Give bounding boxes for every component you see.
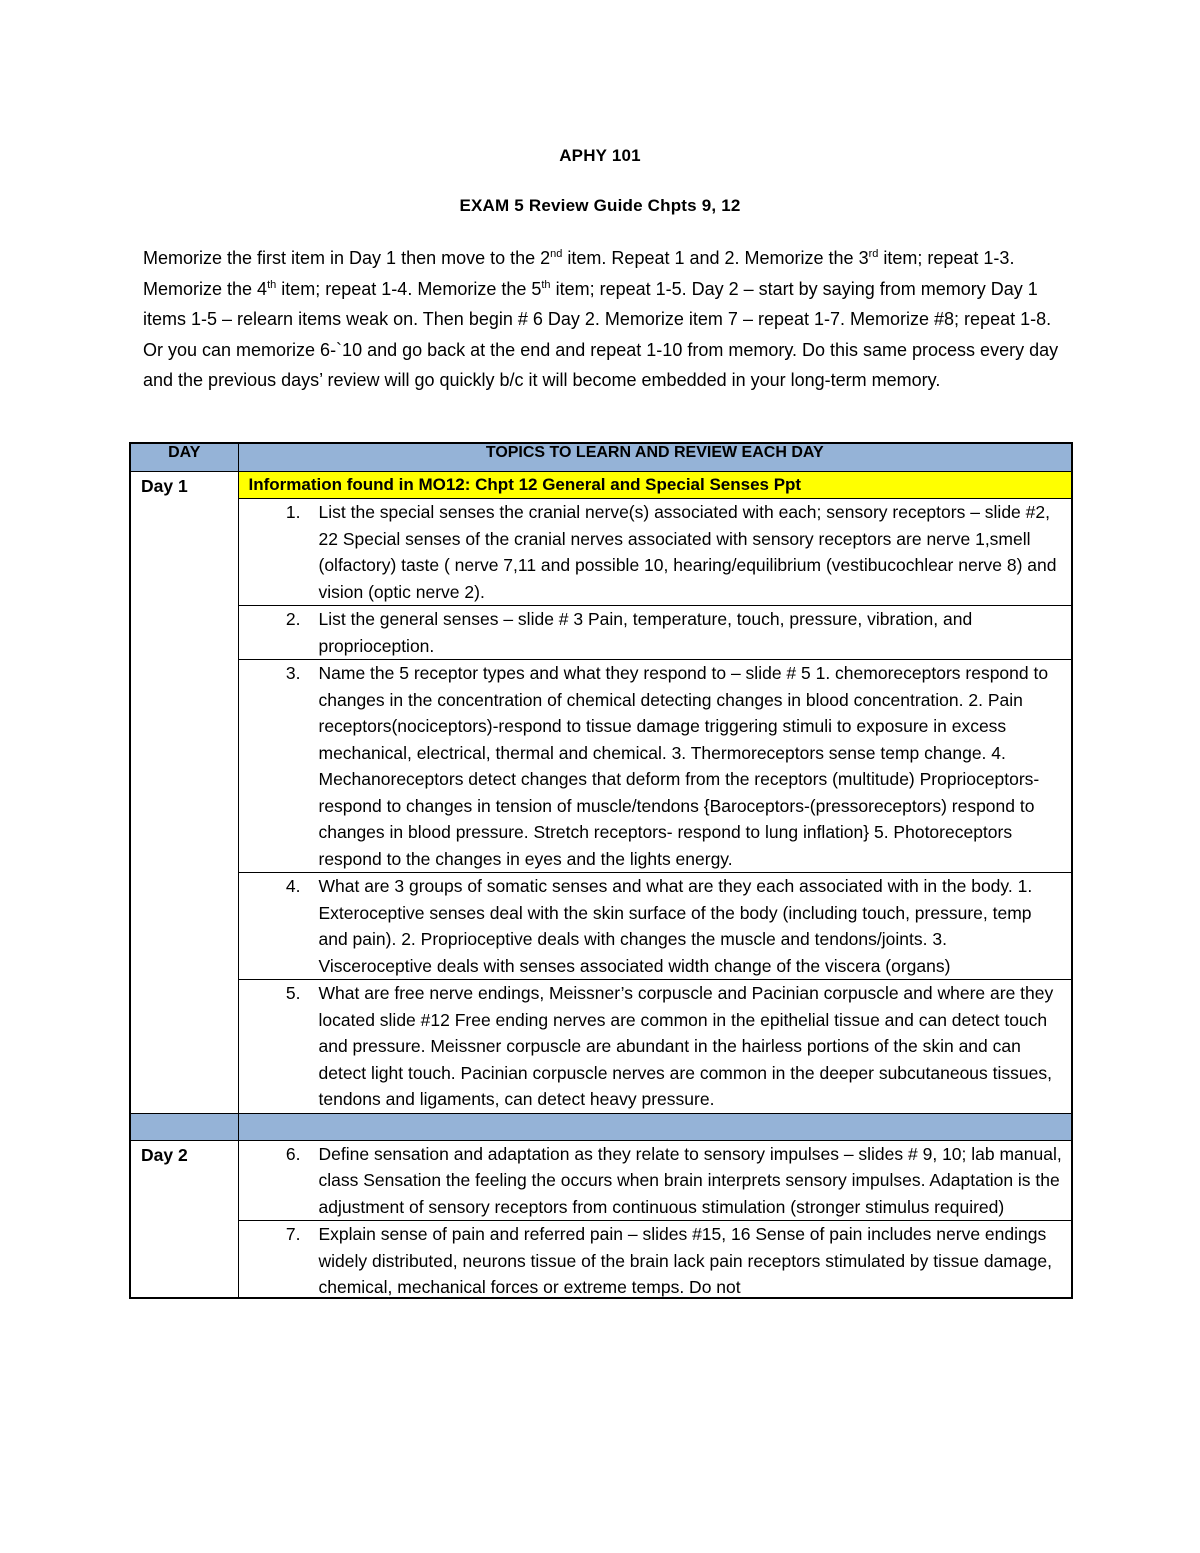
table-row [130, 1221, 1072, 1299]
item-text: Name the 5 receptor types and what they respond to – slide # 5 1. chemoreceptors respond to changes in the concentration of chemical detecting changes in blood concentration. 2. Pain receptors(nociceptors)-respond to tissue damage triggering stimuli to exposure in excess mechanical, electrical, thermal and chemical. 3. Thermoreceptors sense temp change. 4. Mechanoreceptors detect changes that deform from the receptors (multitude) Proprioceptors- respond to changes in tension of muscle/tendons {Baroceptors-(pressoreceptors) respond to changes in blood pressure. Stretch receptors- respond to lung inflation} 5. Photoreceptors respond to the changes in eyes and the lights energy. [318, 663, 1049, 869]
item-number: 1. [285, 502, 301, 522]
item-number: 2. [285, 609, 301, 629]
list-item [239, 873, 1072, 979]
item-text: List the special senses the cranial nerve(s) associated with each; sensory receptors – slide #2, 22 Special senses of the cranial nerves associated with sensory receptors are nerve 1,smell (olfactory) taste ( nerve 7,11 and possible 10, hearing/equilibrium (vestibucochlear nerve 8) and vision (optic nerve 2). [318, 502, 1057, 602]
table-row [130, 980, 1072, 1114]
list-item [239, 1221, 1072, 1297]
item-text: List the general senses – slide # 3 Pain, temperature, touch, pressure, vibration, and proprioception. [318, 609, 973, 656]
table-header-row [130, 443, 1072, 472]
day-2-label: Day 2 [130, 1140, 238, 1298]
list-item [239, 1141, 1072, 1221]
item-text: Define sensation and adaptation as they relate to sensory impulses – slides # 9, 10; lab manual, class Sensation the feeling the occurs when brain interprets sensory impulses. Adaptation is the adjustment of sensory receptors from continuous stimulation (stronger stimulus required) [318, 1143, 1062, 1217]
table-row [130, 873, 1072, 980]
exam-title: EXAM 5 Review Guide Chpts 9, 12 [459, 196, 741, 215]
item-number: 5. [285, 983, 301, 1003]
list-item [239, 660, 1072, 872]
item-number: 3. [285, 663, 301, 683]
topic-cell [238, 873, 1072, 980]
course-title: APHY 101 [559, 146, 641, 165]
topic-cell [238, 1140, 1072, 1221]
separator-row [130, 1113, 1072, 1140]
table-row [130, 1140, 1072, 1221]
list-item [239, 499, 1072, 605]
topic-cell [238, 980, 1072, 1114]
item-text: Explain sense of pain and referred pain – slides #15, 16 Sense of pain includes nerve endings widely distributed, neurons tissue of the brain lack pain receptors stimulated by tissue damage, chemical, mechanical forces or extreme temps. Do not [318, 1224, 1052, 1297]
topic-cell [238, 606, 1072, 660]
list-item [239, 980, 1072, 1113]
item-text: What are 3 groups of somatic senses and what are they each associated with in the body. 1. Exteroceptive senses deal with the skin surface of the body (including touch, pressure, temp and pain). 2. Proprioceptive deals with changes the muscle and tendons/joints. 3. Visceroceptive deals with senses associated width change of the viscera (organs) [318, 876, 1033, 976]
intro-paragraph: Memorize the first item in Day 1 then move to the 2nd item. Repeat 1 and 2. Memorize the 3rd item; repeat 1-3. Memorize the 4th item; repeat 1-4. Memorize the 5th item; repeat 1-5. Day 2 – start by saying from memory Day 1 items 1-5 – relearn items weak on. Then begin # 6 Day 2. Memorize item 7 – repeat 1-7. Memorize #8; repeat 1-8. Or you can memorize 6-`10 and go back at the end and repeat 1-10 from memory. Do this same process every day and the previous days’ review will go quickly b/c it will become embedded in your long-term memory. [143, 248, 1059, 390]
table-row [130, 472, 1072, 499]
topic-cell [238, 1221, 1072, 1299]
item-text: What are free nerve endings, Meissner’s corpuscle and Pacinian corpuscle and where are they located slide #12 Free ending nerves are common in the epithelial tissue and can detect touch and pressure. Meissner corpuscle are abundant in the hairless portions of the skin and can detect light touch. Pacinian corpuscle nerves are common in the deeper subcutaneous tissues, tendons and ligaments, can detect heavy pressure. [318, 983, 1054, 1109]
day-1-label: Day 1 [130, 472, 238, 1114]
topic-cell [238, 660, 1072, 873]
separator-cell [238, 1113, 1072, 1140]
item-number: 6. [285, 1143, 301, 1164]
table-row [130, 660, 1072, 873]
table-row [130, 606, 1072, 660]
topics-column-header: TOPICS TO LEARN AND REVIEW EACH DAY [238, 443, 1072, 472]
review-table [129, 442, 1073, 1299]
day-column-header: DAY [130, 443, 238, 472]
table-row [130, 499, 1072, 606]
topic-cell [238, 499, 1072, 606]
separator-cell [130, 1113, 238, 1140]
item-number: 7. [285, 1224, 301, 1244]
section-banner: Information found in MO12: Chpt 12 General and Special Senses Ppt [238, 472, 1072, 499]
item-number: 4. [285, 876, 301, 896]
list-item [239, 606, 1072, 659]
